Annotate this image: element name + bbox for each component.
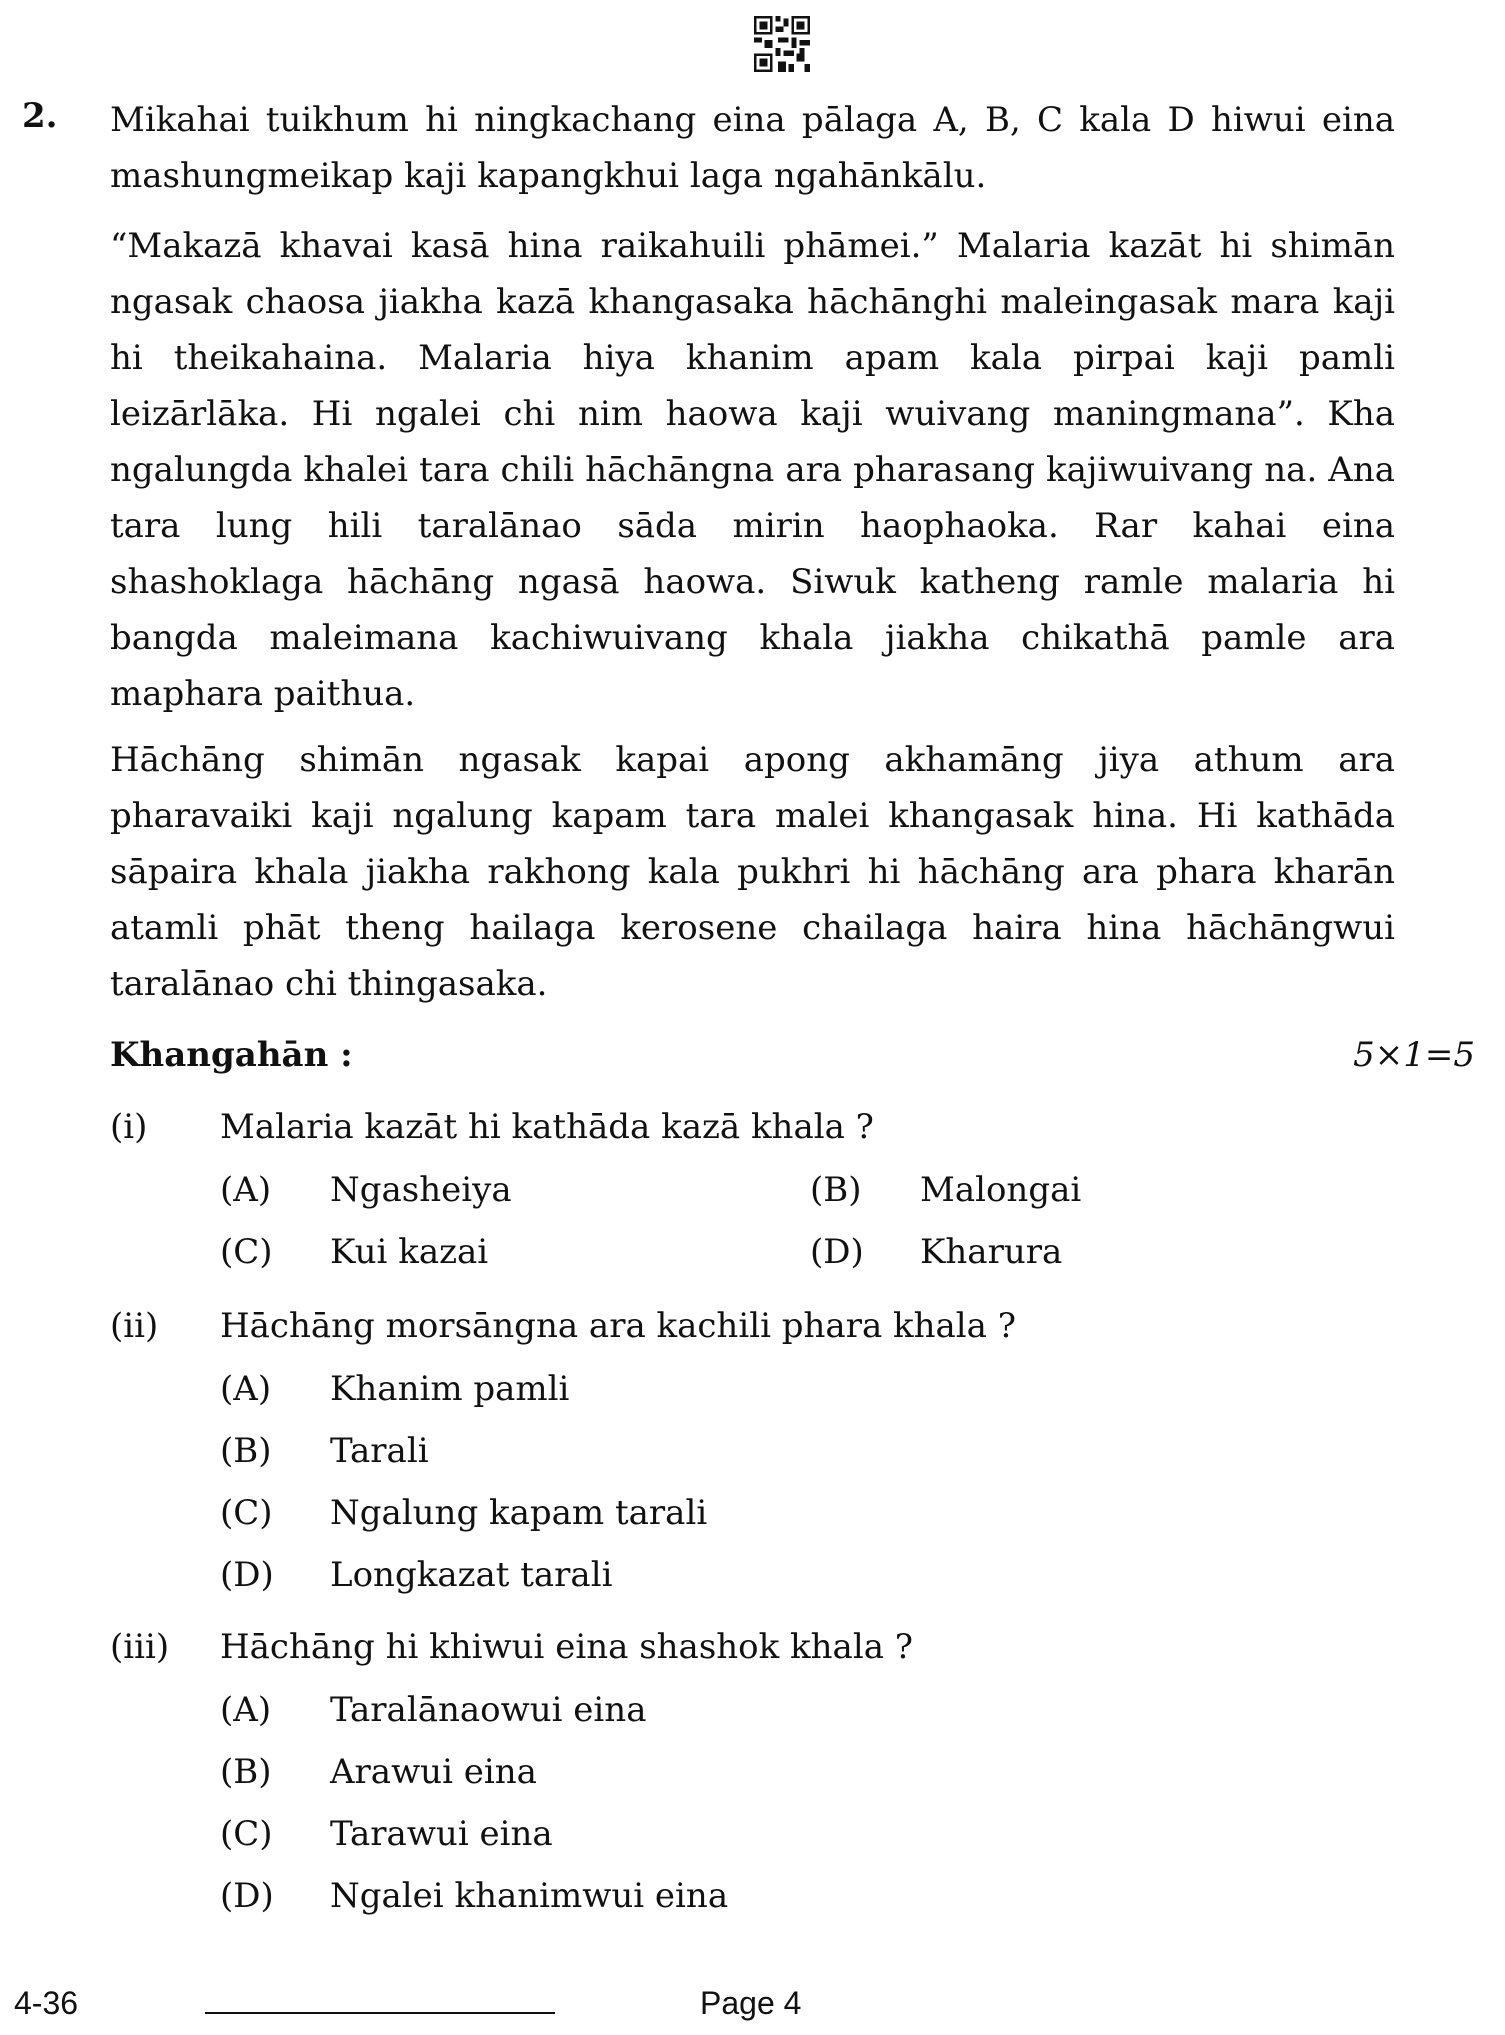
passage-line: tara lung hili taralānao sāda mirin haophaoka. Rar kahai eina: [110, 506, 1395, 546]
option-text: Malongai: [920, 1170, 1082, 1210]
passage-line: shashoklaga hāchāng ngasā haowa. Siwuk katheng ramle malaria hi: [110, 562, 1395, 602]
question-number: 2.: [22, 96, 58, 136]
passage-line: sāpaira khala jiakha rakhong kala pukhri hi hāchāng ara phara kharān: [110, 852, 1395, 892]
question-number-label: (i): [110, 1107, 148, 1147]
qr-code-icon: [754, 16, 810, 72]
section-title: Khangahān :: [110, 1035, 353, 1075]
passage-line: pharavaiki kaji ngalung kapam tara malei khangasak hina. Hi kathāda: [110, 796, 1395, 836]
option-letter: (C): [220, 1493, 273, 1533]
option-letter: (B): [810, 1170, 862, 1210]
option-letter: (B): [220, 1431, 272, 1471]
question-text: Hāchāng hi khiwui eina shashok khala ?: [220, 1627, 913, 1667]
passage-line: maphara paithua.: [110, 674, 416, 714]
option-letter: (C): [220, 1814, 273, 1854]
option-text: Tarawui eina: [330, 1814, 553, 1854]
marks-label: 5×1=5: [1353, 1035, 1475, 1075]
passage-line: Hāchāng shimān ngasak kapai apong akhamāng jiya athum ara: [110, 740, 1395, 780]
question-number-label: (iii): [110, 1627, 170, 1667]
footer-divider: [205, 2012, 555, 2014]
passage-line: ngalungda khalei tara chili hāchāngna ara pharasang kajiwuivang na. Ana: [110, 450, 1395, 490]
question-number-label: (ii): [110, 1306, 159, 1346]
option-text: Kharura: [920, 1232, 1063, 1272]
option-text: Arawui eina: [330, 1752, 537, 1792]
question-text: Malaria kazāt hi kathāda kazā khala ?: [220, 1107, 874, 1147]
passage-paragraph-2: [110, 732, 1395, 1012]
instructions: [110, 92, 1395, 204]
option-text: Khanim pamli: [330, 1369, 570, 1409]
passage-line: taralānao chi thingasaka.: [110, 964, 548, 1004]
passage-paragraph-1: [110, 218, 1395, 722]
option-letter: (B): [220, 1752, 272, 1792]
page-number: Page 4: [700, 1985, 802, 2021]
option-letter: (D): [810, 1232, 864, 1272]
option-text: Taralānaowui eina: [330, 1690, 647, 1730]
option-letter: (A): [220, 1369, 272, 1409]
option-letter: (D): [220, 1876, 274, 1916]
questions-header: [110, 1025, 1475, 1085]
instruction-line: mashungmeikap kaji kapangkhui laga ngahānkālu.: [110, 156, 987, 196]
option-text: Ngalung kapam tarali: [330, 1493, 708, 1533]
passage-line: “Makazā khavai kasā hina raikahuili phāmei.” Malaria kazāt hi shimān: [110, 226, 1395, 266]
option-letter: (D): [220, 1555, 274, 1595]
passage-line: hi theikahaina. Malaria hiya khanim apam kala pirpai kaji pamli: [110, 338, 1395, 378]
option-letter: (C): [220, 1232, 273, 1272]
option-letter: (A): [220, 1170, 272, 1210]
passage-line: leizārlāka. Hi ngalei chi nim haowa kaji wuivang maningmana”. Kha: [110, 394, 1395, 434]
option-letter: (A): [220, 1690, 272, 1730]
passage-line: ngasak chaosa jiakha kazā khangasaka hāchānghi maleingasak mara kaji: [110, 282, 1395, 322]
instruction-line: Mikahai tuikhum hi ningkachang eina pālaga A, B, C kala D hiwui eina: [110, 100, 1395, 140]
passage-line: bangda maleimana kachiwuivang khala jiakha chikathā pamle ara: [110, 618, 1395, 658]
option-text: Longkazat tarali: [330, 1555, 613, 1595]
passage-line: atamli phāt theng hailaga kerosene chailaga haira hina hāchāngwui: [110, 908, 1395, 948]
page-footer: [0, 1985, 1505, 2035]
paper-code: 4-36: [14, 1985, 79, 2021]
option-text: Tarali: [330, 1431, 429, 1471]
option-text: Ngalei khanimwui eina: [330, 1876, 729, 1916]
option-text: Kui kazai: [330, 1232, 489, 1272]
option-text: Ngasheiya: [330, 1170, 512, 1210]
question-text: Hāchāng morsāngna ara kachili phara khala ?: [220, 1306, 1016, 1346]
